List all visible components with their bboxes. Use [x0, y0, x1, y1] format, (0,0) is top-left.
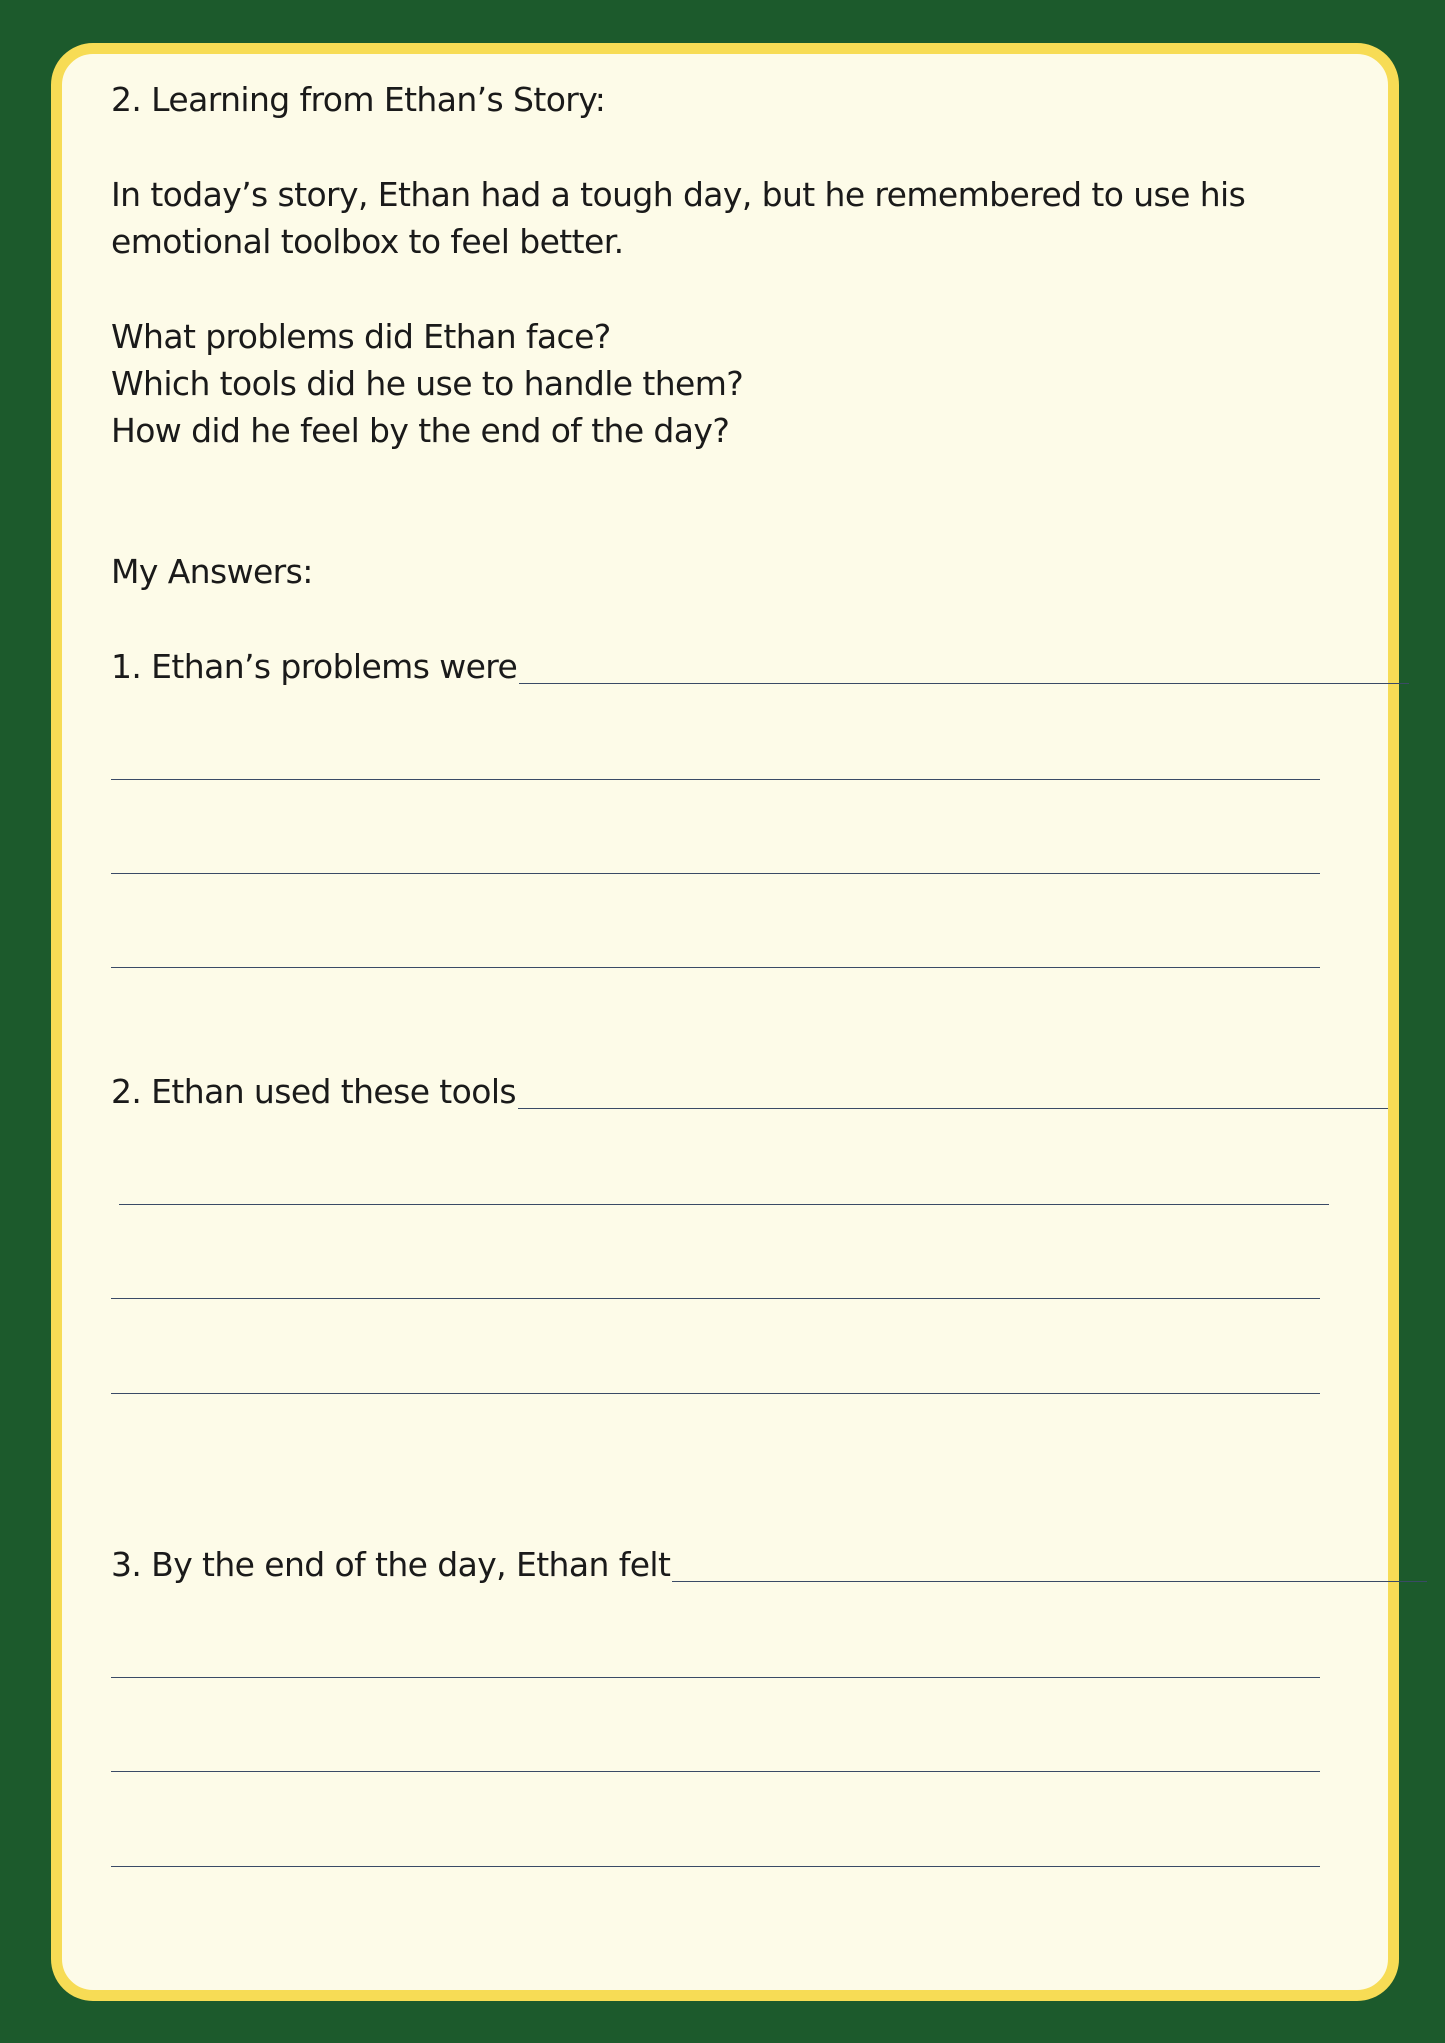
answer-3-label: 3. By the end of the day, Ethan felt [111, 1545, 671, 1584]
answer-1-label: 1. Ethan’s problems were [111, 647, 518, 686]
answer-2-prompt [111, 1068, 1388, 1115]
answer-1-line-2[interactable] [111, 779, 1320, 780]
answer-3-line-4[interactable] [111, 1866, 1320, 1867]
question-1: What problems did Ethan face? [111, 317, 611, 356]
answer-1-blank[interactable] [519, 683, 1409, 684]
answer-2-line-3[interactable] [111, 1298, 1320, 1299]
answer-3-line-3[interactable] [111, 1771, 1320, 1772]
answer-3-prompt [111, 1541, 1427, 1588]
answer-1-line-4[interactable] [111, 967, 1320, 968]
question-2: Which tools did he use to handle them? [111, 364, 744, 403]
answer-3-blank[interactable] [672, 1581, 1427, 1582]
answer-2-line-2[interactable] [119, 1204, 1329, 1205]
question-3: How did he feel by the end of the day? [111, 411, 730, 450]
answer-2-label: 2. Ethan used these tools [111, 1072, 516, 1111]
answer-1-line-3[interactable] [111, 873, 1320, 874]
answers-heading: My Answers: [111, 552, 313, 591]
answer-3-line-2[interactable] [111, 1677, 1320, 1678]
answer-2-line-4[interactable] [111, 1393, 1320, 1394]
intro-paragraph: In today’s story, Ethan had a tough day, but he remembered to use his emotional toolbox to feel better. [111, 175, 1246, 261]
answer-2-blank[interactable] [518, 1108, 1388, 1109]
section-title: 2. Learning from Ethan’s Story: [111, 80, 606, 119]
answer-1-prompt [111, 643, 1409, 690]
